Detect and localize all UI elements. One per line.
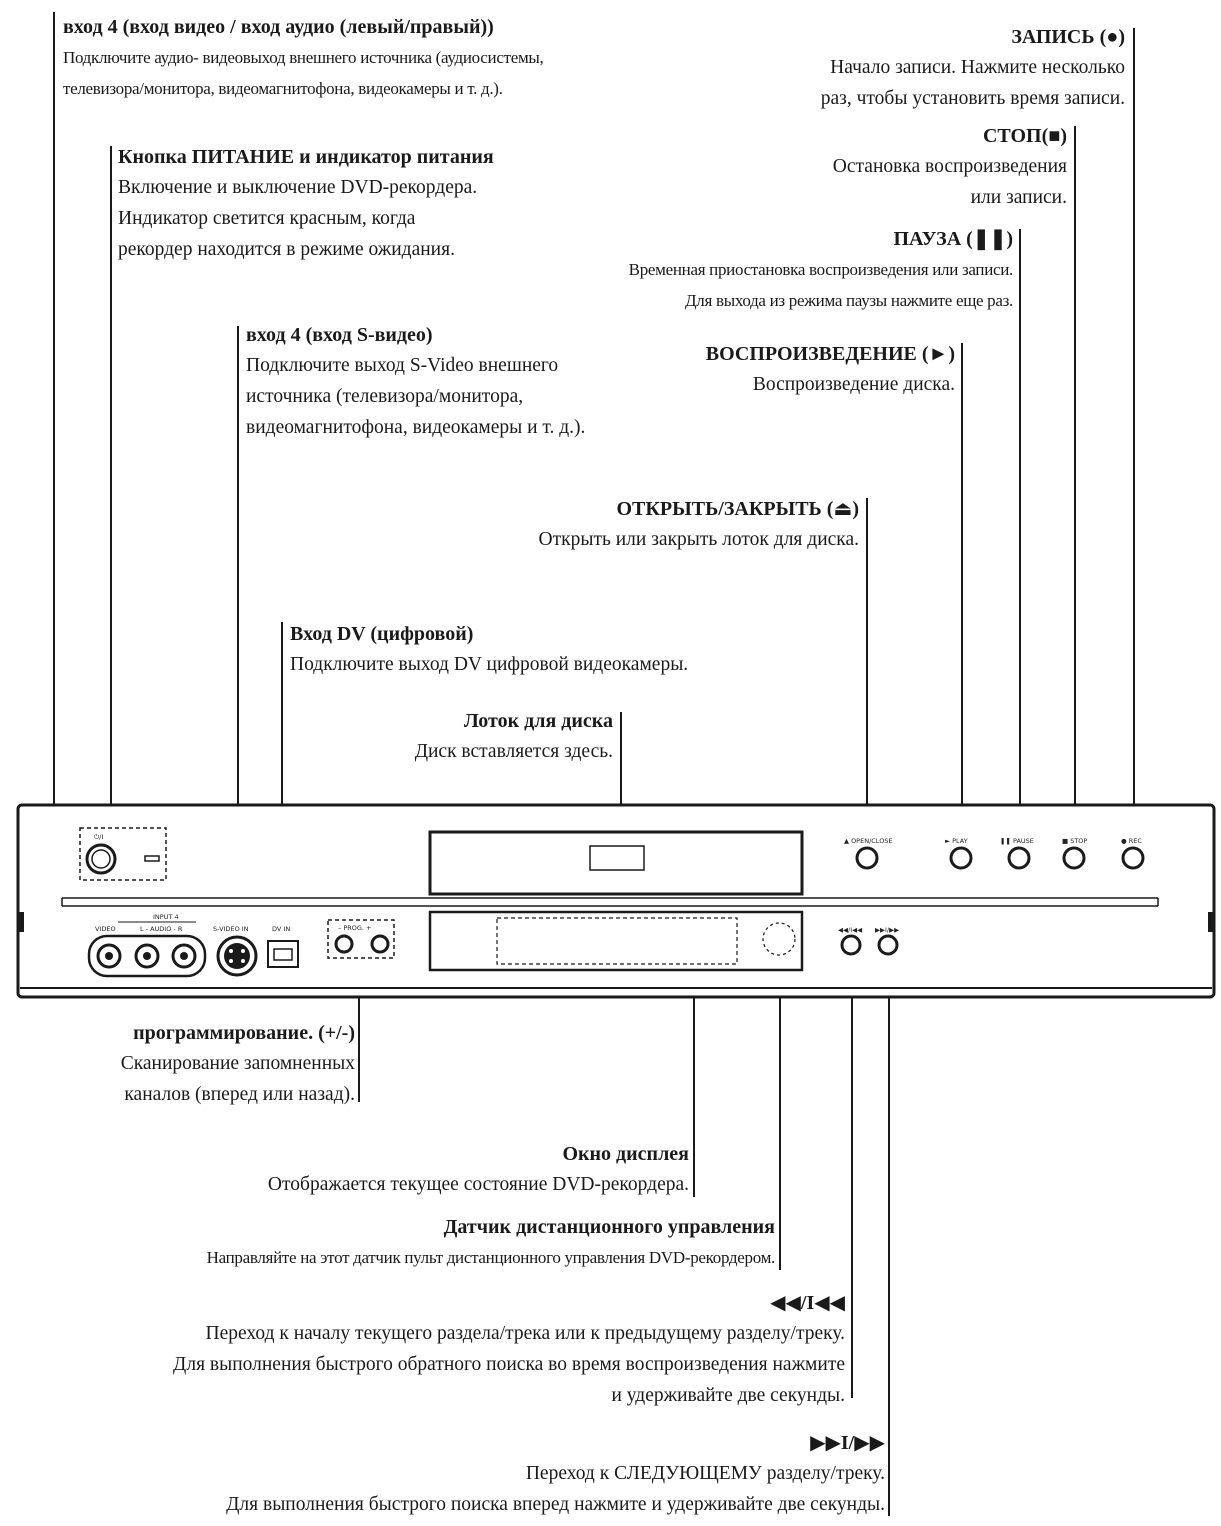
annotation-title: Датчик дистанционного управления [443,1216,775,1238]
open-close-button[interactable] [857,848,877,868]
annotation-title: Лоток для диска [463,710,613,732]
audio-label: L - AUDIO - R [140,925,183,933]
play-annotation [706,339,955,400]
annotation-title: ОТКРЫТЬ/ЗАКРЫТЬ (⏏) [616,498,859,520]
audio-l-in-jack[interactable] [136,945,158,967]
annotation-desc: Сканирование запомненных [120,1053,355,1074]
leader-line-power [110,146,112,828]
annotation-desc: Отображается текущее состояние DVD-рекордера. [267,1174,689,1195]
stop-annotation [833,121,1067,213]
annotation-title: СТОП(■) [982,125,1067,147]
annotation-desc: Индикатор светится красным, когда [118,208,416,229]
power-annotation [118,142,494,265]
annotation-desc: Остановка воспроизведения [832,156,1067,177]
input4-label: INPUT 4 [153,913,179,921]
dv-in-label: DV IN [272,925,291,933]
annotation-desc: Временная приостановка воспроизведения или записи. [628,260,1013,279]
prog-plus-button[interactable] [372,936,388,952]
next-label: ▶▶I/▶▶ [875,926,900,934]
annotation-desc: Открыть или закрыть лоток для диска. [538,529,859,550]
svideo-in-label: S-VIDEO IN [213,925,249,933]
video-in-jack[interactable] [98,945,120,967]
rec-button[interactable] [1123,848,1143,868]
input4-av-annotation [63,12,544,104]
next-annotation [226,1428,885,1520]
display-window [430,912,802,970]
annotation-desc: каналов (вперед или назад). [124,1084,355,1105]
annotation-title: ВОСПРОИЗВЕДЕНИЕ (►) [705,343,955,365]
pause-label: ❚❚ PAUSE [1000,837,1034,845]
annotation-desc: Подключите аудио- видеовыход внешнего источника (аудиосистемы, [63,48,544,67]
power-button[interactable] [87,845,115,873]
stop-label: ■ STOP [1062,837,1088,845]
leader-line-play [961,343,963,848]
annotation-title: ▶▶I/▶▶ [810,1432,885,1454]
prev-label: ◀◀/I◀◀ [838,926,863,934]
annotation-desc: Подключите выход DV цифровой видеокамеры. [290,654,689,675]
open-close-annotation [539,494,859,555]
video-label: VIDEO [95,925,116,933]
disc-tray[interactable] [430,832,802,894]
prog-label: – PROG. + [338,924,372,932]
leader-line-pause [1019,229,1021,848]
remote-sensor-annotation [207,1212,775,1273]
tray-annotation [415,706,613,767]
play-button[interactable] [951,848,971,868]
play-label: ► PLAY [945,837,968,845]
annotation-desc: Для выполнения быстрого обратного поиска во время воспроизведения нажмите [173,1354,845,1375]
annotation-desc: или записи. [970,187,1067,208]
annotation-desc: раз, чтобы установить время записи. [820,88,1125,109]
prog-annotation [121,1018,355,1110]
annotation-title: вход 4 (вход видео / вход аудио (левый/правый)) [63,16,494,38]
annotation-title: ПАУЗА (❚❚) [893,228,1013,250]
prev-annotation [173,1288,845,1411]
stop-button[interactable] [1064,848,1084,868]
annotation-desc: Для выполнения быстрого поиска вперед нажмите и удерживайте две секунды. [226,1494,885,1515]
next-button[interactable] [879,936,897,954]
svideo-in-jack[interactable] [218,937,256,975]
annotation-desc: Диск вставляется здесь. [414,741,613,762]
annotation-desc: Включение и выключение DVD-рекордера. [118,177,478,198]
prev-button[interactable] [842,936,860,954]
annotation-desc: и удерживайте две секунды. [611,1385,845,1406]
annotation-title: вход 4 (вход S-видео) [246,324,433,346]
annotation-title: программирование. (+/-) [133,1022,355,1044]
audio-r-in-jack[interactable] [173,945,195,967]
leader-line-record [1133,28,1135,846]
annotation-desc: видеомагнитофона, видеокамеры и т. д.). [246,417,586,438]
annotation-title: ЗАПИСЬ (●) [1011,26,1125,48]
annotation-desc: Подключите выход S-Video внешнего [246,355,559,376]
leader-line-next [888,946,890,1516]
open-close-label: ▲ OPEN/CLOSE [844,837,893,845]
annotation-desc: телевизора/монитора, видеомагнитофона, видеокамеры и т. д.). [63,79,503,98]
leader-line-prev [851,946,853,1398]
record-annotation [821,22,1125,114]
prog-minus-button[interactable] [336,936,352,952]
leader-line-stop [1074,126,1076,848]
dv-in-port[interactable] [268,941,298,967]
annotation-desc: Направляйте на этот датчик пульт дистанционного управления DVD-рекордером. [206,1248,775,1267]
annotation-desc: Переход к СЛЕДУЮЩЕМУ разделу/треку. [525,1463,885,1484]
annotation-desc: Воспроизведение диска. [752,374,955,395]
pause-button[interactable] [1009,848,1029,868]
annotation-title: Кнопка ПИТАНИЕ и индикатор питания [118,146,494,168]
annotation-desc: рекордер находится в режиме ожидания. [118,239,455,260]
annotation-desc: Начало записи. Нажмите несколько [830,57,1125,78]
annotation-desc: источника (телевизора/монитора, [246,386,524,407]
annotation-desc: Переход к началу текущего раздела/трека или к предыдущему разделу/треку. [205,1323,845,1344]
annotation-title: Окно дисплея [562,1143,689,1165]
leader-line-open-close [866,498,868,848]
display-annotation [268,1139,689,1200]
rec-label: ● REC [1121,837,1142,845]
power-symbol-label: ⏻/I [94,833,104,841]
dv-annotation [290,619,688,680]
annotation-title: ◀◀/I◀◀ [770,1292,845,1314]
annotation-title: Вход DV (цифровой) [290,623,474,645]
pause-annotation [629,224,1013,316]
annotation-desc: Для выхода из режима паузы нажмите еще раз. [685,291,1013,310]
svideo-annotation [246,320,585,443]
